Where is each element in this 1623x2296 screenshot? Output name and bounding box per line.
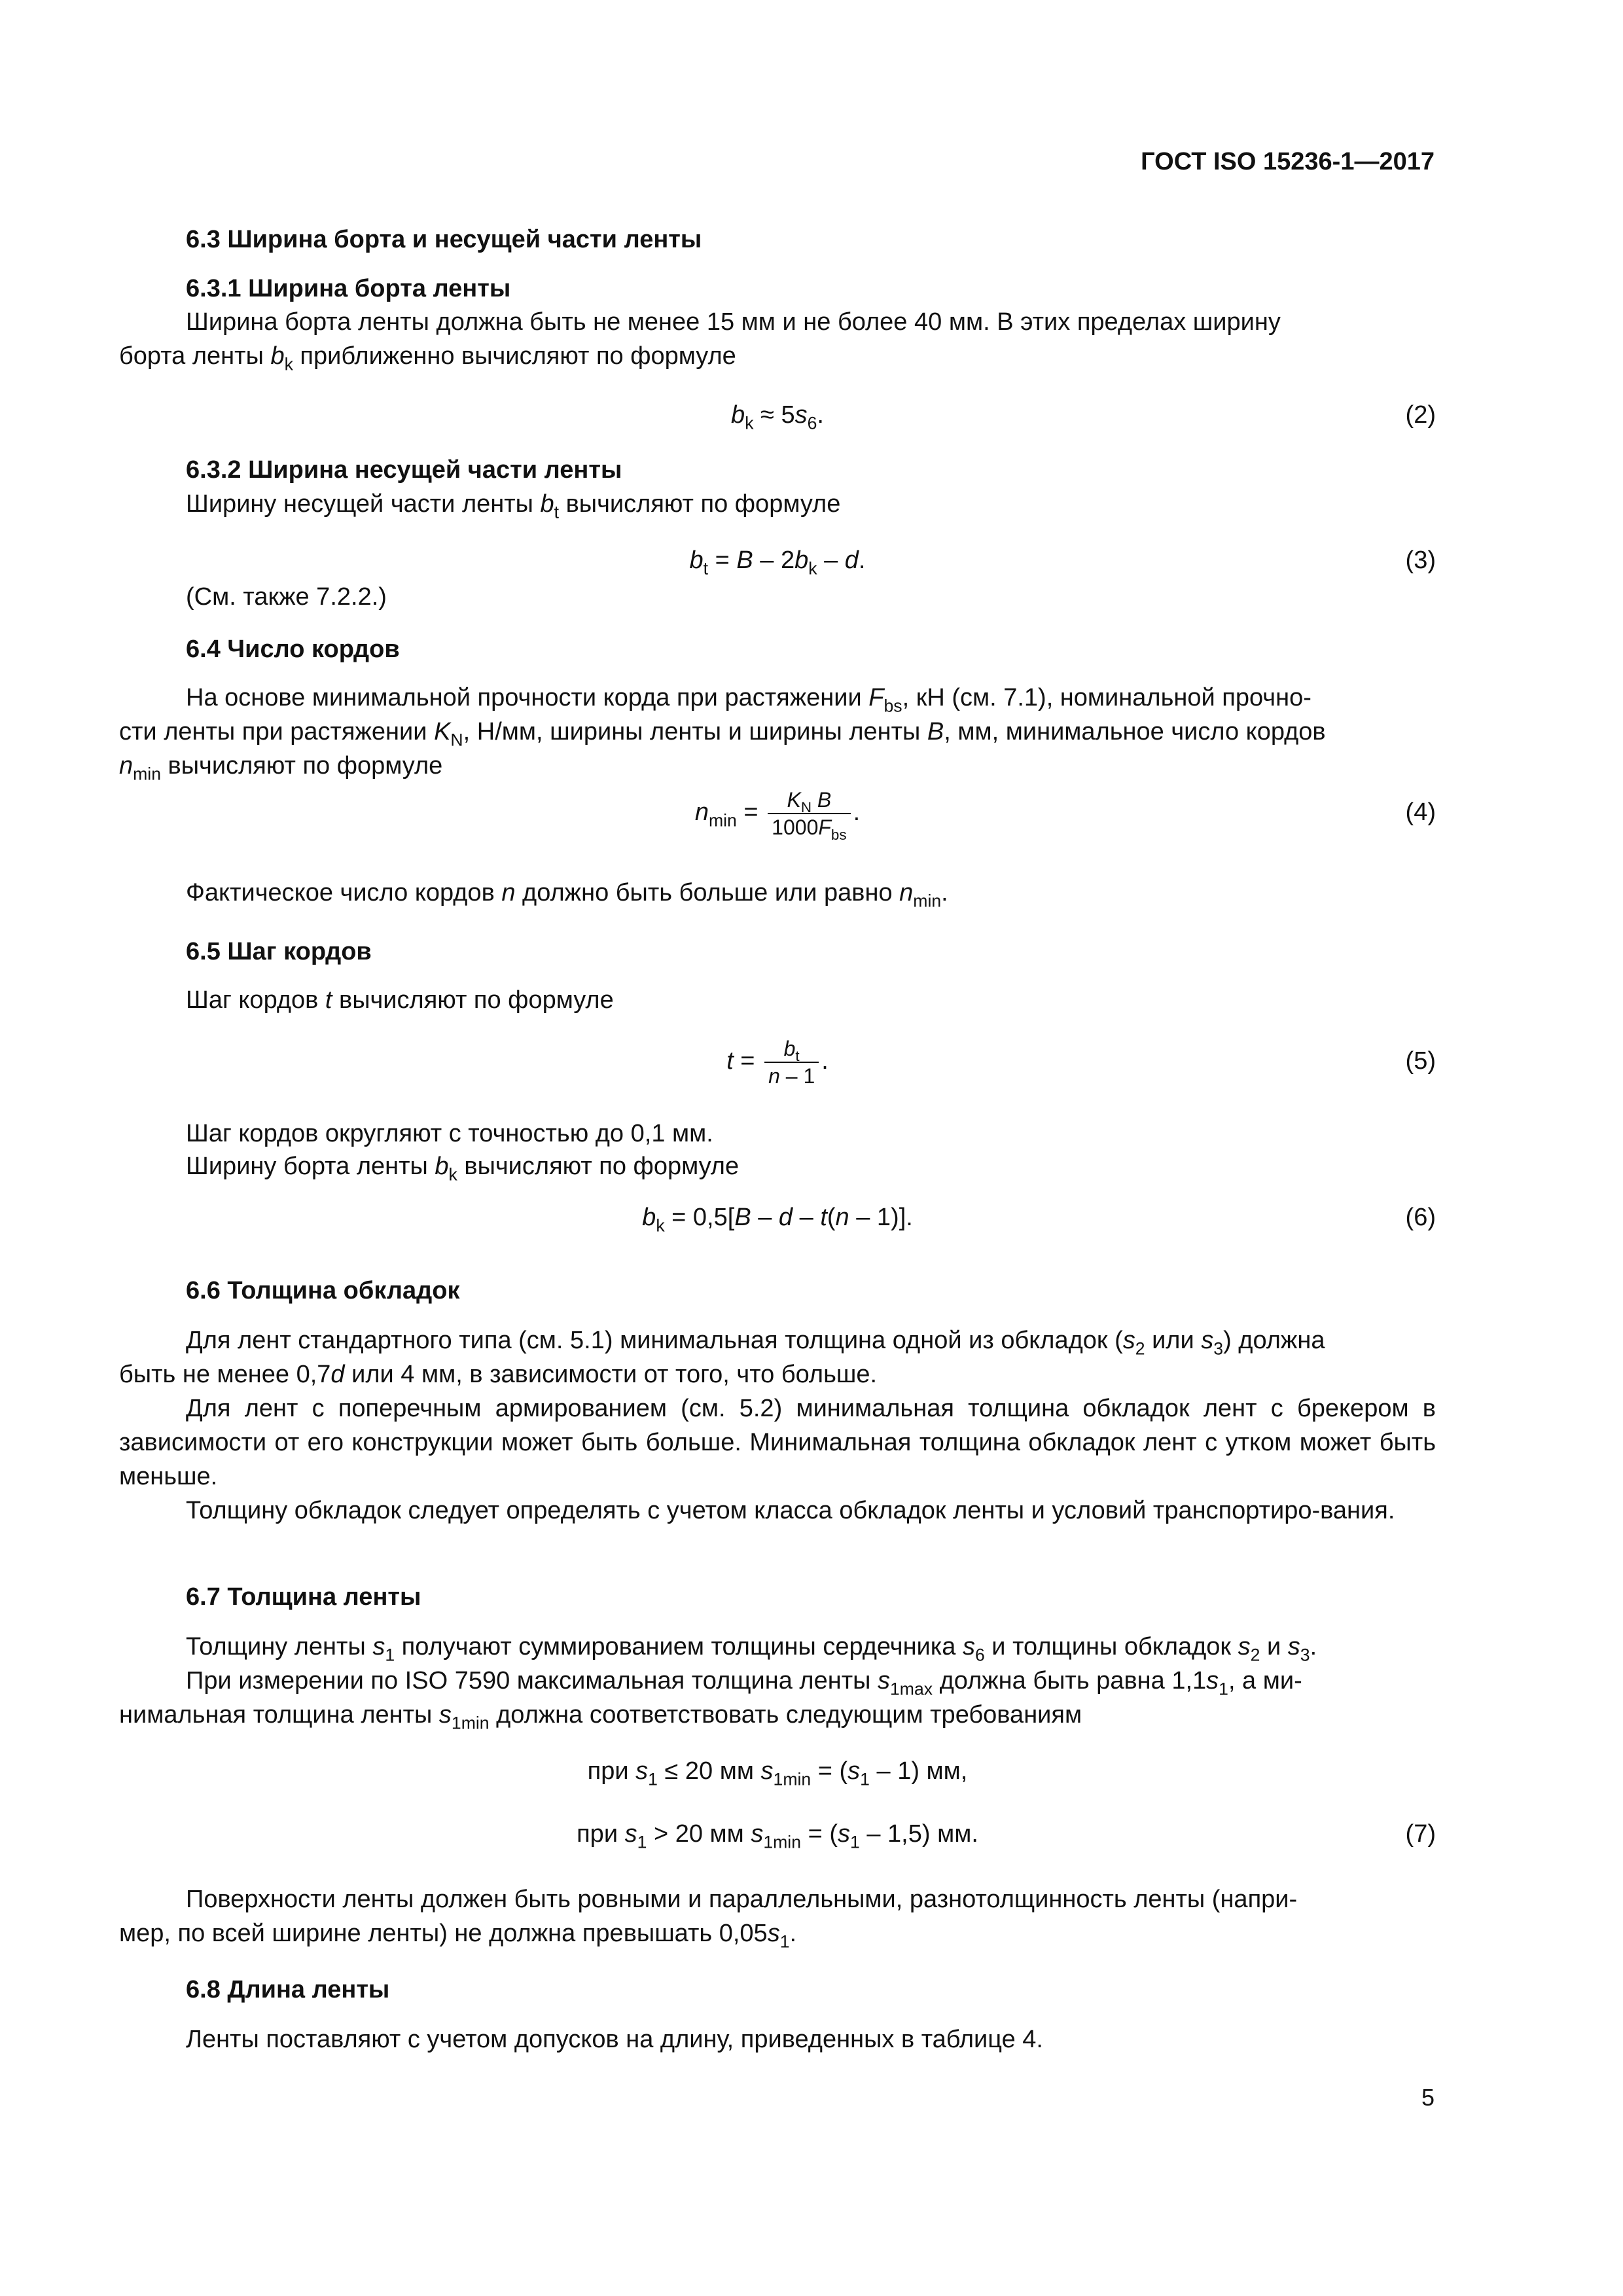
formula-3-expression: $b_t = B - 2b_k - d$. (689, 547, 866, 579)
paragraph-6-4 (119, 681, 1436, 783)
formula-4 (119, 776, 1436, 848)
formula-number: (2) (1405, 401, 1436, 429)
paragraph-6-7-2 (119, 1664, 1436, 1732)
paragraph-6-7-1: Толщину ленты $s_1$ получают суммированием толщины сердечника $s_6$ и толщины обкладок $s_2$ и $s_3$. (186, 1633, 1317, 1665)
paragraph-6-6-3: Толщину обкладок следует определять с учетом класса обкладок ленты и условий транспортиро-вания. (186, 1497, 1395, 1524)
formula-number: (7) (1405, 1820, 1436, 1848)
section-heading-6-7: 6.7 Толщина ленты (186, 1583, 421, 1611)
formula-6-expression: $b_k = 0,5[B - d - t(n - 1)]$. (642, 1204, 913, 1236)
paragraph-6-6-2: Для лент с поперечным армированием (см. 5.2) минимальная толщина обкладок лент с брекером в зависимости от его конструкции может быть больше. Минимальная толщина обкладок лент с утком может быть меньше. (119, 1395, 1436, 1490)
text-line: мер, по всей ширине ленты) не должна превышать $0,05s_1$. (119, 1920, 797, 1952)
paragraph-6-3-1 (119, 305, 1436, 373)
section-heading-6-5: 6.5 Шаг кордов (186, 938, 372, 965)
page-number: 5 (1421, 2084, 1435, 2111)
fraction: $\frac{K_N B}{1000F_{bs}}$ (768, 787, 850, 840)
section-heading-6-6: 6.6 Толщина обкладок (186, 1277, 460, 1304)
formula-5 (119, 1025, 1436, 1097)
text-line: нимальная толщина ленты $s_{1min}$ должна соответствовать следующим требованиям (119, 1701, 1082, 1733)
paragraph-6-3-2: Ширину несущей части ленты $b_t$ вычисляют по формуле (186, 490, 841, 522)
formula-2 (119, 395, 1436, 435)
text-line: При измерении по ISO 7590 максимальная толщина ленты $s_{1max}$ должна быть равна $1,1s_1$, а ми- (186, 1667, 1302, 1699)
text-line: борта ленты $b_k$ приближенно вычисляют по формуле (119, 342, 736, 374)
formula-number: (4) (1405, 798, 1436, 826)
paragraph-6-7-3 (119, 1882, 1436, 1950)
formula-4-expression: $n_{min}$ = $\frac{K_N B}{1000F_{bs}}$ . (694, 787, 861, 843)
section-heading-6-8: 6.8 Длина ленты (186, 1976, 390, 2003)
paragraph-6-5: Шаг кордов t вычисляют по формуле (186, 986, 614, 1014)
paragraph-6-6-1 (119, 1323, 1436, 1391)
paragraph-actual-cords: Фактическое число кордов n должно быть больше или равно $n_{min}$. (186, 879, 948, 911)
text-line: Для лент стандартного типа (см. 5.1) минимальная толщина одной из обкладок ($s_2$ или $s_3$) должна (186, 1327, 1325, 1359)
subsection-heading-6-3-2: 6.3.2 Ширина несущей части ленты (186, 456, 622, 484)
formula-6 (119, 1198, 1436, 1237)
section-heading-6-3: 6.3 Ширина борта и несущей части ленты (186, 226, 702, 253)
formula-7b (119, 1814, 1436, 1854)
formula-5-expression: t = $\frac{b_t}{n - 1}$ . (726, 1036, 829, 1088)
text-line: быть не менее 0,7d или 4 мм, в зависимости от того, что больше. (119, 1361, 878, 1388)
text-line: Поверхности ленты должен быть ровными и параллельными, разнотолщинность ленты (напри- (186, 1886, 1298, 1913)
formula-7a (119, 1751, 1436, 1791)
text-line: сти ленты при растяжении $K_N$, Н/мм, ширины ленты и ширины ленты B, мм, минимальное число кордов (119, 718, 1326, 750)
text-line: На основе минимальной прочности корда при растяжении $F_{bs}$, кН (см. 7.1), номинальной прочно- (186, 684, 1311, 716)
text-line: Ширина борта ленты должна быть не менее 15 мм и не более 40 мм. В этих пределах ширину (186, 308, 1281, 336)
paragraph-6-8: Ленты поставляют с учетом допусков на длину, приведенных в таблице 4. (186, 2026, 1043, 2053)
text-line: $n_{min}$ вычисляют по формуле (119, 752, 443, 784)
document-id-header: ГОСТ ISO 15236-1—2017 (1141, 148, 1435, 175)
formula-2-expression: $b_k \approx 5s_6$. (731, 401, 824, 433)
formula-number: (5) (1405, 1047, 1436, 1075)
formula-3 (119, 541, 1436, 580)
paragraph-rounding: Шаг кордов округляют с точностью до 0,1 мм. (186, 1120, 713, 1147)
paragraph-bk-formula: Ширину борта ленты $b_k$ вычисляют по формуле (186, 1153, 740, 1185)
formula-number: (3) (1405, 547, 1436, 574)
section-heading-6-4: 6.4 Число кордов (186, 636, 400, 663)
formula-7a-expression: при $s_1 \le 20$ мм $s_{1min} = (s_1 - 1)$ мм, (587, 1757, 968, 1789)
fraction: $\frac{b_t}{n - 1}$ (764, 1035, 819, 1089)
formula-number: (6) (1405, 1204, 1436, 1231)
formula-7b-expression: при $s_1 > 20$ мм $s_{1min} = (s_1 - 1,5)$ мм. (577, 1820, 978, 1852)
see-also-note: (См. также 7.2.2.) (186, 583, 387, 611)
subsection-heading-6-3-1: 6.3.1 Ширина борта ленты (186, 275, 511, 302)
